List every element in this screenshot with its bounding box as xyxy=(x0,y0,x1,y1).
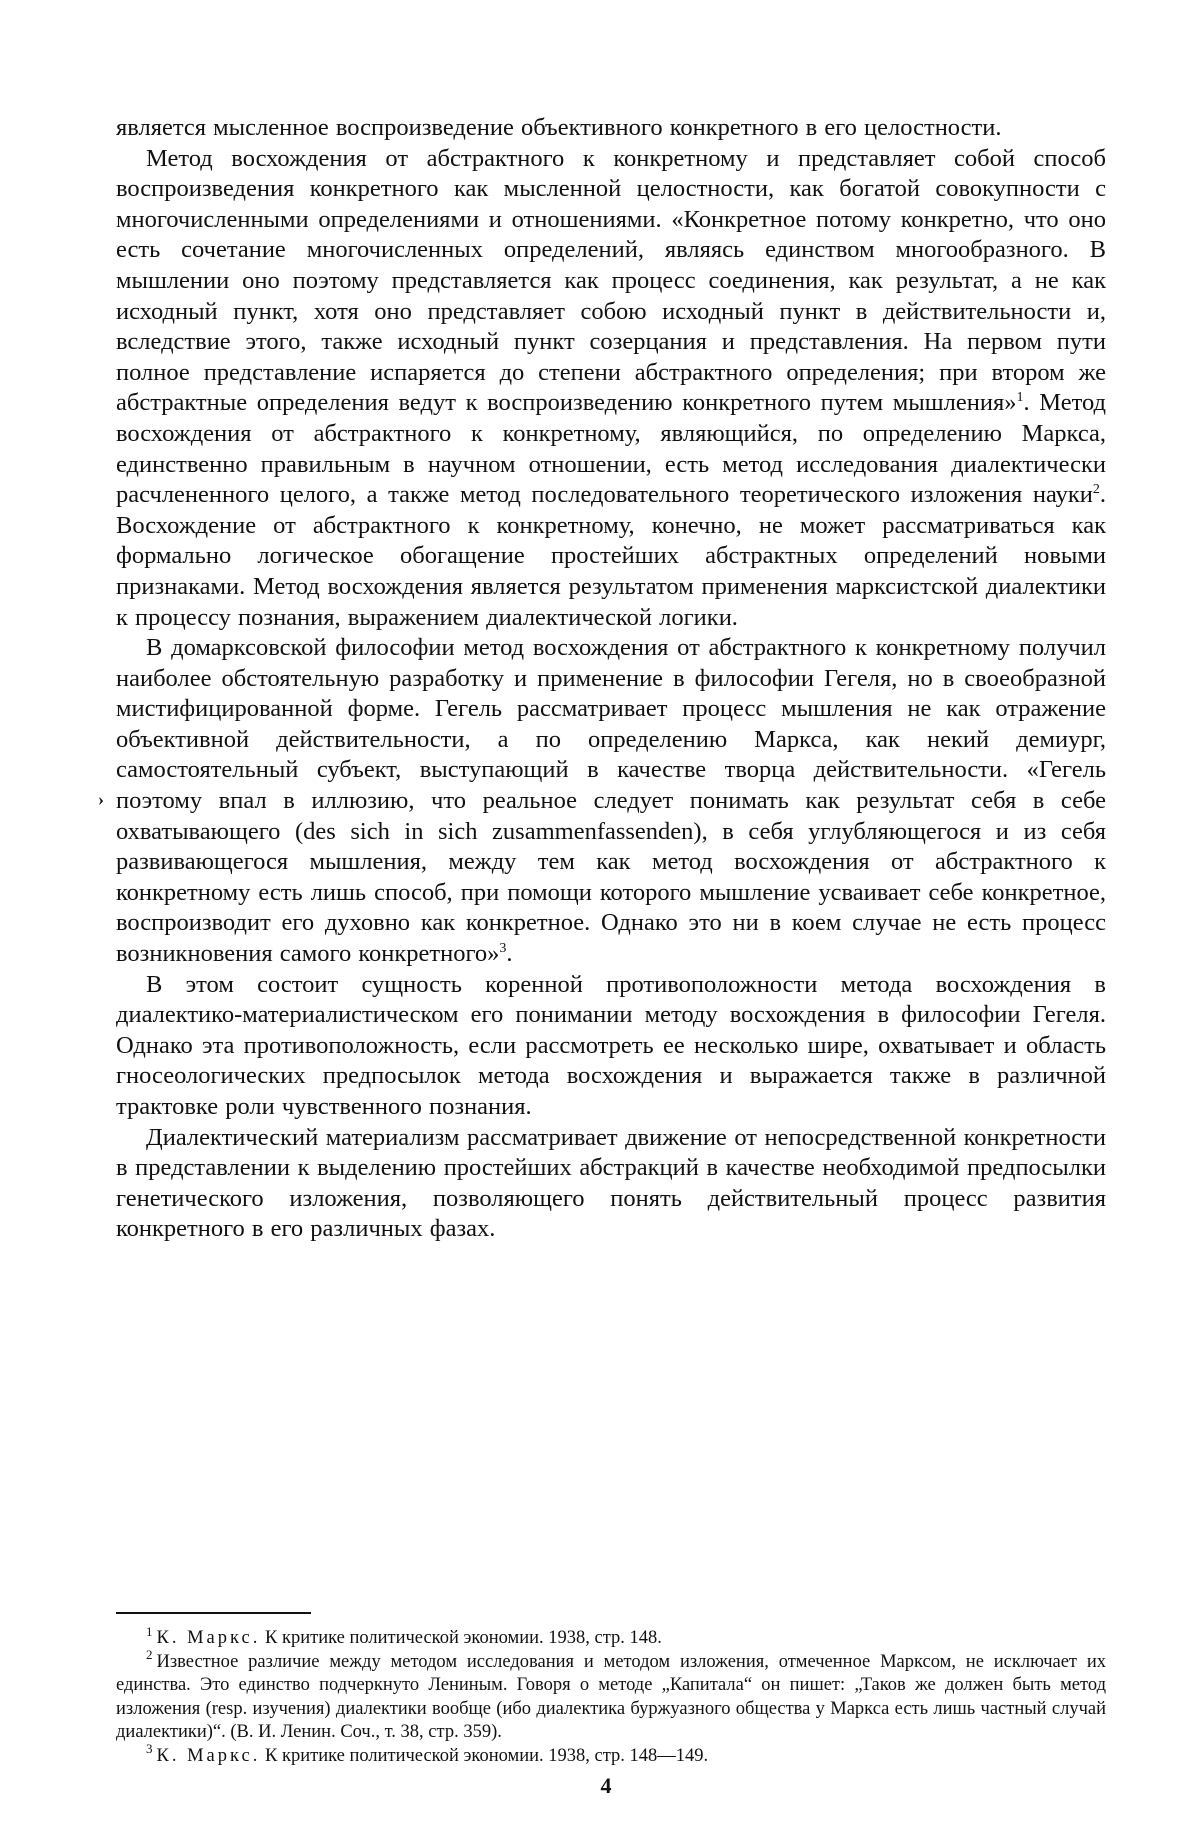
paragraph-1 xyxy=(116,113,1106,144)
footnote-3 xyxy=(116,1741,1106,1769)
footnotes xyxy=(116,1623,1106,1768)
footnote-3-mark: 3 xyxy=(146,1741,153,1757)
footnote-ref-1: 1 xyxy=(1016,390,1024,406)
paragraph-3 xyxy=(116,633,1106,970)
page-number: 4 xyxy=(600,1773,612,1798)
paragraph-5 xyxy=(116,1123,1106,1245)
paragraph-4-text: В этом состоит сущность коренной противоположности метода восхождения в диалектико-материалистическом его понимании методу восхождения в философии Гегеля. Однако эта противоположность, если рассмотреть ее несколько шире, охватывает и область гносеологических предпосылок метода восхождения и выражается также в различной трактовке роли чувственного познания. xyxy=(116,970,1106,1120)
footnote-divider xyxy=(116,1612,311,1614)
footnote-1-text: К критике политической экономии. 1938, стр. 148. xyxy=(265,1628,662,1648)
paragraph-3-text-end: . xyxy=(506,940,513,968)
footnote-2-text: Известное различие между методом исследования и методом изложения, отмеченное Марксом, не исключает их единства. Это единство подчеркнуто Лениным. Говоря о методе „Капитала“ он пишет: „Таков же должен быть метод изложения (resp. изучения) диалектики вообще (ибо диалектика буржуазного общества у Маркса есть лишь частный случай диалектики)“. (В. И. Ленин. Соч., т. 38, стр. 359). xyxy=(116,1651,1106,1742)
footnote-2 xyxy=(116,1647,1106,1745)
paragraph-1-text: является мысленное воспроизведение объективного конкретного в его целостности. xyxy=(116,114,1002,141)
paragraph-3-text: В домарксовской философии метод восхождения от абстрактного к конкретному получил наиболее обстоятельную разработку и применение в философии Гегеля, но в своеобразной мистифицированной форме. Гегель рассматривает процесс мышления не как отражение объективной действительности, а по определению Маркса, как некий демиург, самостоятельный субъект, выступающий в качестве творца действительности. «Гегель поэтому впал в иллюзию, что реальное следует понимать как результат себя в себе охватывающего (des sich in sich zusammenfassenden), в себя углубляющегося и из себя развивающегося мышления, между тем как метод восхождения от абстрактного к конкретному есть лишь способ, при помощи которого мышление усваивает себе конкретное, воспроизводит его духовно как конкретное. Однако это ни в коем случае не есть процесс возникновения самого конкретного» xyxy=(116,634,1106,968)
paragraph-2-text: Метод восхождения от абстрактного к конкретному и представляет собой способ воспроизведения конкретного как мысленной целостности, как богатой совокупности с многочисленными определениями и отношениями. «Конкретное потому конкретно, что оно есть сочетание многочисленных определений, являясь единством многообразного. В мышлении оно поэтому представляется как процесс соединения, как результат, а не как исходный пункт, хотя оно представляет собою исходный пункт в действительности и, вследствие этого, также исходный пункт созерцания и представления. На первом пути полное представление испаряется до степени абстрактного определения; при втором же абстрактные определения ведут к воспроизведению конкретного путем мышления» xyxy=(116,144,1106,417)
margin-mark: › xyxy=(98,789,104,809)
paragraph-2-text-end: . Восхождение от абстрактного к конкретному, конечно, не может рассматриваться как формально логическое обогащение простейших абстрактных определений новыми признаками. Метод восхождения является результатом применения марксистской диалектики к процессу познания, выражением диалектической логики. xyxy=(116,481,1106,631)
footnote-1 xyxy=(116,1623,1106,1651)
paragraph-2 xyxy=(116,144,1106,634)
paragraph-4 xyxy=(116,970,1106,1123)
footnote-1-author: К. Маркс. xyxy=(156,1628,261,1648)
footnote-ref-2: 2 xyxy=(1092,481,1100,497)
footnote-1-mark: 1 xyxy=(146,1623,153,1639)
paragraph-5-text: Диалектический материализм рассматривает движение от непосредственной конкретности в представлении к выделению простейших абстракций в качестве необходимой предпосылки генетического изложения, позволяющего понять действительный процесс развития конкретного в его различных фазах. xyxy=(116,1123,1106,1243)
main-text xyxy=(116,113,1106,1245)
footnote-3-author: К. Маркс. xyxy=(156,1745,261,1766)
footnote-3-text: К критике политической экономии. 1938, стр. 148—149. xyxy=(265,1745,709,1766)
footnote-ref-3: 3 xyxy=(499,940,507,956)
paragraph-2-text-cont: . Метод восхождения от абстрактного к конкретному, являющийся, по определению Маркса, единственно правильным в научном отношении, есть метод исследования диалектически расчлененного целого, а также метод последовательного теоретического изложения науки xyxy=(116,389,1106,509)
footnote-2-mark: 2 xyxy=(146,1647,153,1663)
